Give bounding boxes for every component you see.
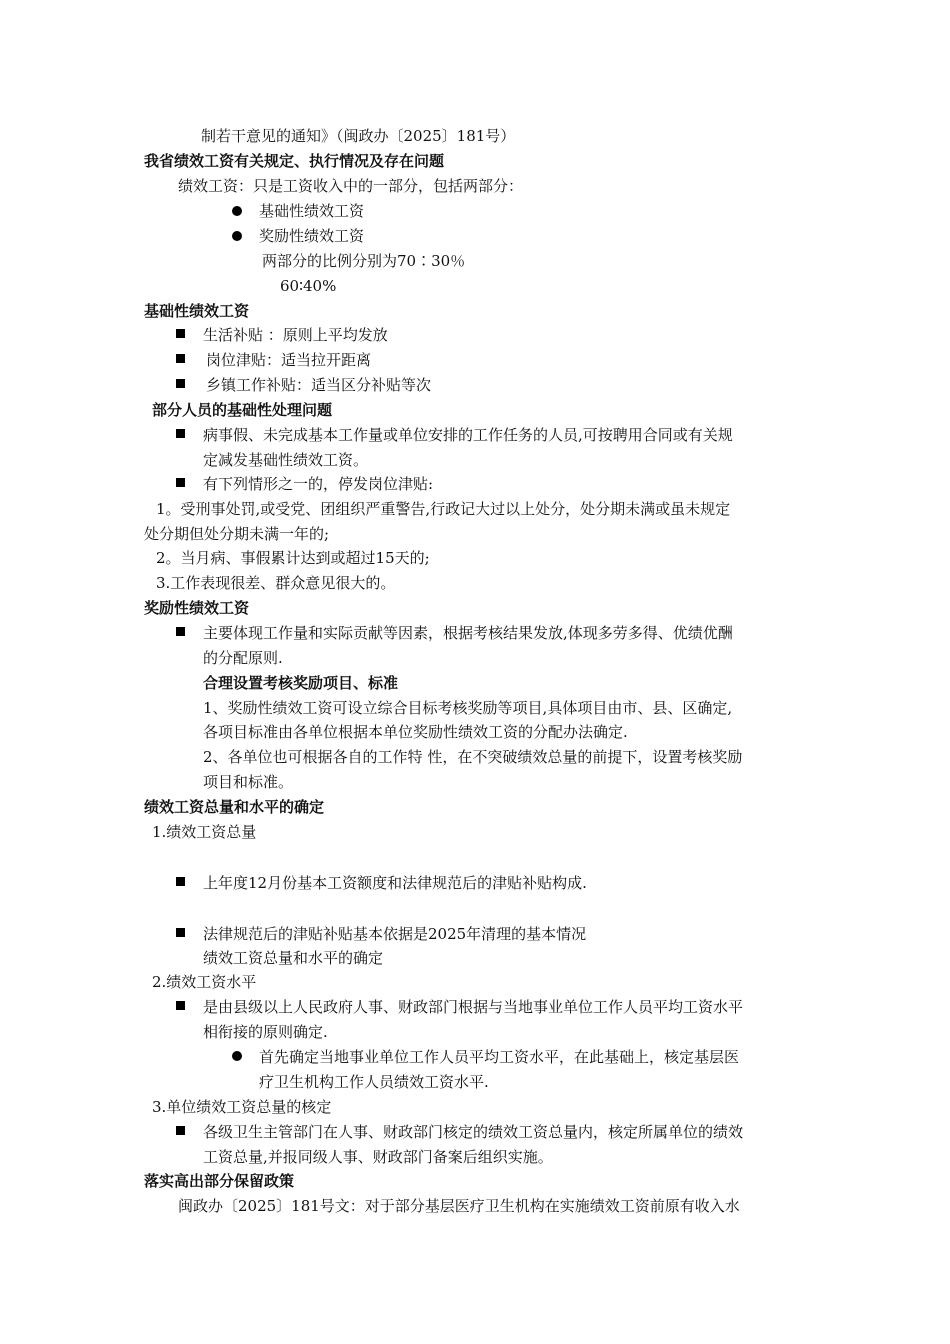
list-item-continuation: 的分配原则.	[203, 649, 283, 667]
section-heading: 绩效工资总量和水平的确定	[144, 798, 325, 816]
list-item: 是由县级以上人民政府人事、财政部门根据与当地事业单位工作人员平均工资水平	[203, 998, 744, 1016]
bullet-icon	[232, 206, 242, 216]
bullet-item-continuation: 疗卫生机构工作人员绩效工资水平.	[259, 1073, 489, 1091]
text-line: 2、各单位也可根据各自的工作特 性，在不突破绩效总量的前提下，设置考核奖励	[203, 748, 743, 766]
section-heading: 我省绩效工资有关规定、执行情况及存在问题	[144, 152, 445, 170]
square-bullet-icon	[176, 928, 185, 937]
list-item-continuation: 相衔接的原则确定.	[203, 1023, 328, 1041]
bullet-item: 首先确定当地事业单位工作人员平均工资水平，在此基础上，核定基层医	[259, 1048, 740, 1066]
text-line: 制若干意见的通知》（闽政办〔2025〕181号）	[201, 127, 516, 145]
list-item: 生活补贴 ：原则上平均发放	[203, 326, 388, 344]
text-line: 项目和标准。	[203, 773, 294, 791]
text-line: 60∶40%	[280, 277, 337, 295]
text-line: 绩效工资总量和水平的确定	[203, 949, 384, 967]
square-bullet-icon	[176, 478, 185, 487]
section-heading: 基础性绩效工资	[144, 302, 250, 320]
list-item: 上年度12月份基本工资额度和法律规范后的津贴补贴构成.	[203, 874, 587, 892]
section-heading: 奖励性绩效工资	[144, 599, 250, 617]
square-bullet-icon	[176, 1126, 185, 1135]
text-line: 1、奖励性绩效工资可设立综合目标考核奖励等项目,具体项目由市、县、区确定,	[203, 699, 733, 717]
list-item-continuation: 工资总量,并报同级人事、财政部门备案后组织实施。	[203, 1148, 553, 1166]
bullet-icon	[232, 231, 242, 241]
square-bullet-icon	[176, 1001, 185, 1010]
list-item: 病事假、未完成基本工作量或单位安排的工作任务的人员,可按聘用合同或有关规	[203, 426, 733, 444]
text-line: 2.绩效工资水平	[152, 973, 257, 991]
list-item: 乡镇工作补贴：适当区分补贴等次	[206, 376, 432, 394]
square-bullet-icon	[176, 354, 185, 363]
text-line: 闽政办〔2025〕181号文：对于部分基层医疗卫生机构在实施绩效工资前原有收入水	[178, 1197, 740, 1215]
list-item-continuation: 定减发基础性绩效工资。	[203, 451, 369, 469]
sub-heading: 合理设置考核奖励项目、标准	[203, 674, 399, 692]
text-line: 两部分的比例分别为70∶30％	[262, 252, 466, 270]
text-line: 2。当月病、事假累计达到或超过15天的;	[156, 549, 430, 567]
text-line: 3.工作表现很差、群众意见很大的。	[156, 574, 396, 592]
square-bullet-icon	[176, 329, 185, 338]
text-line: 处分期但处分期未满一年的;	[144, 525, 330, 543]
square-bullet-icon	[176, 627, 185, 636]
text-line: 1。受刑事处罚,或受党、团组织严重警告,行政记大过以上处分，处分期未满或虽未规定	[156, 500, 731, 518]
list-item: 岗位津贴：适当拉开距离	[206, 351, 372, 369]
square-bullet-icon	[176, 429, 185, 438]
list-item: 主要体现工作量和实际贡献等因素，根据考核结果发放,体现多劳多得、优绩优酬	[203, 624, 733, 642]
bullet-item: 基础性绩效工资	[259, 202, 365, 220]
text-line: 1.绩效工资总量	[152, 823, 257, 841]
text-line: 各项目标准由各单位根据本单位奖励性绩效工资的分配办法确定.	[203, 723, 628, 741]
square-bullet-icon	[176, 877, 185, 886]
list-item: 各级卫生主管部门在人事、财政部门核定的绩效工资总量内，核定所属单位的绩效	[203, 1123, 744, 1141]
text-line: 绩效工资：只是工资收入中的一部分，包括两部分：	[178, 177, 524, 195]
list-item: 法律规范后的津贴补贴基本依据是2025年清理的基本情况	[203, 925, 587, 943]
square-bullet-icon	[176, 379, 185, 388]
section-heading: 落实高出部分保留政策	[144, 1172, 295, 1190]
text-line: 3.单位绩效工资总量的核定	[152, 1098, 332, 1116]
bullet-item: 奖励性绩效工资	[259, 227, 365, 245]
section-heading: 部分人员的基础性处理问题	[152, 401, 333, 419]
bullet-icon	[232, 1051, 242, 1061]
list-item: 有下列情形之一的，停发岗位津贴:	[203, 475, 434, 493]
